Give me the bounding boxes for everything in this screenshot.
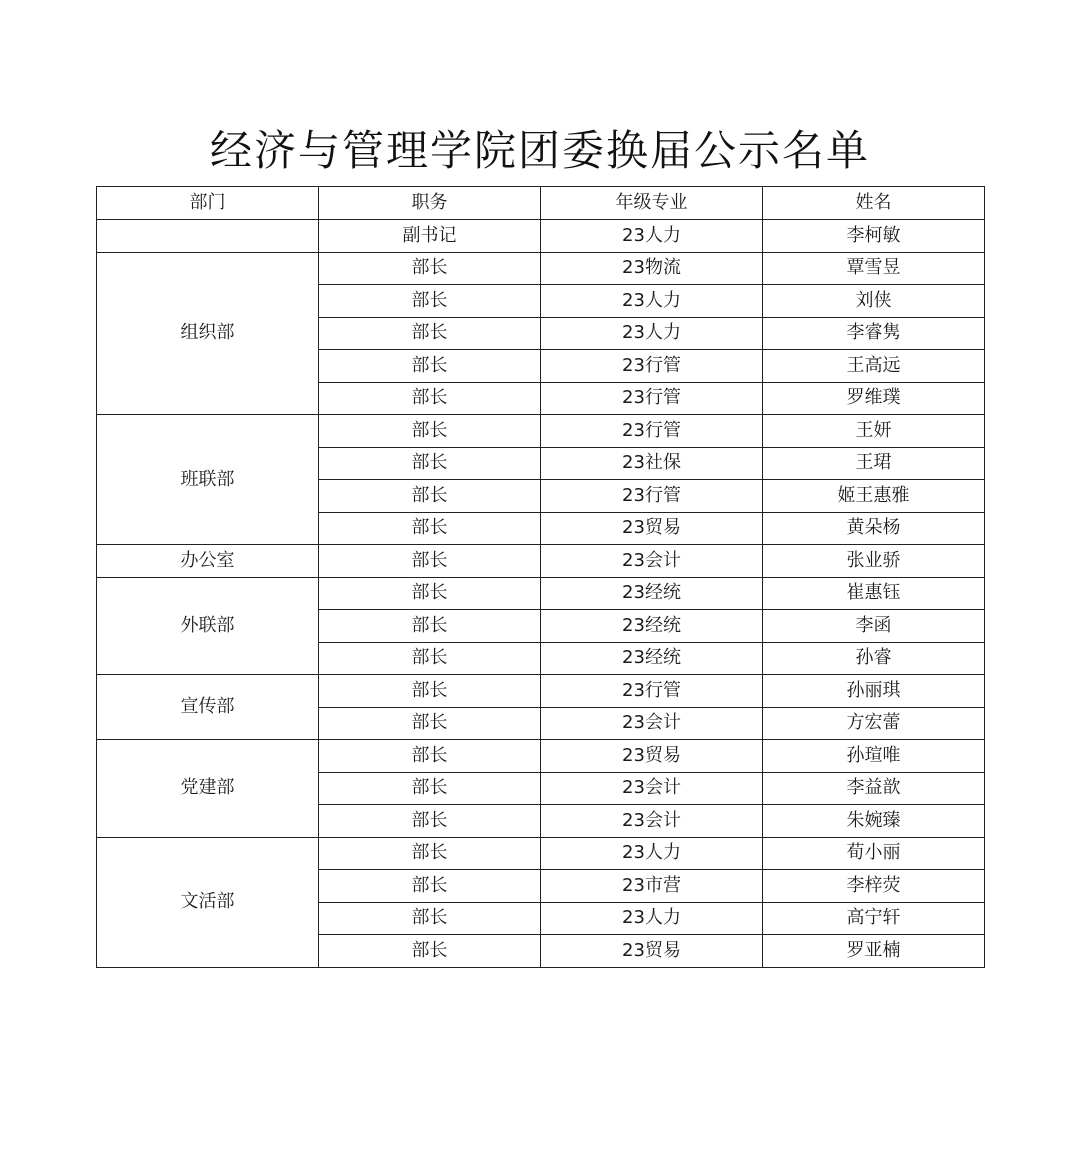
role-cell: 部长: [319, 285, 541, 318]
role-cell: 部长: [319, 675, 541, 708]
role-cell: 部长: [319, 870, 541, 903]
role-cell: 部长: [319, 935, 541, 968]
major-cell: 23人力: [541, 837, 763, 870]
header-row: [97, 187, 985, 220]
major-cell: 23贸易: [541, 740, 763, 773]
major-cell: 23物流: [541, 252, 763, 285]
major-cell: 23行管: [541, 415, 763, 448]
role-cell: 部长: [319, 382, 541, 415]
major-cell: 23人力: [541, 285, 763, 318]
dept-cell: [97, 220, 319, 253]
major-cell: 23会计: [541, 707, 763, 740]
major-cell: 23社保: [541, 447, 763, 480]
name-cell: 王妍: [763, 415, 985, 448]
name-cell: 崔惠钰: [763, 577, 985, 610]
dept-cell: 外联部: [97, 577, 319, 675]
table-row: [97, 252, 985, 285]
table-row: [97, 837, 985, 870]
role-cell: 部长: [319, 317, 541, 350]
dept-cell: 党建部: [97, 740, 319, 838]
dept-cell: 文活部: [97, 837, 319, 967]
major-cell: 23经统: [541, 642, 763, 675]
name-cell: 覃雪昱: [763, 252, 985, 285]
role-cell: 部长: [319, 902, 541, 935]
major-cell: 23会计: [541, 772, 763, 805]
roster-table: [96, 186, 985, 968]
table-row: [97, 740, 985, 773]
name-cell: 刘侠: [763, 285, 985, 318]
dept-cell: 宣传部: [97, 675, 319, 740]
name-cell: 李益歆: [763, 772, 985, 805]
role-cell: 部长: [319, 707, 541, 740]
major-cell: 23市营: [541, 870, 763, 903]
name-cell: 李梓荧: [763, 870, 985, 903]
table-row: [97, 220, 985, 253]
major-cell: 23人力: [541, 317, 763, 350]
role-cell: 部长: [319, 350, 541, 383]
header-dept: 部门: [97, 187, 319, 220]
table-body: [97, 220, 985, 968]
major-cell: 23会计: [541, 545, 763, 578]
name-cell: 李柯敏: [763, 220, 985, 253]
major-cell: 23经统: [541, 610, 763, 643]
major-cell: 23行管: [541, 350, 763, 383]
name-cell: 王珺: [763, 447, 985, 480]
dept-cell: 办公室: [97, 545, 319, 578]
role-cell: 部长: [319, 805, 541, 838]
table-row: [97, 675, 985, 708]
table-row: [97, 545, 985, 578]
name-cell: 罗亚楠: [763, 935, 985, 968]
name-cell: 方宏蕾: [763, 707, 985, 740]
name-cell: 高宁轩: [763, 902, 985, 935]
name-cell: 李睿隽: [763, 317, 985, 350]
name-cell: 朱婉臻: [763, 805, 985, 838]
role-cell: 部长: [319, 545, 541, 578]
role-cell: 部长: [319, 415, 541, 448]
header-major: 年级专业: [541, 187, 763, 220]
name-cell: 张业骄: [763, 545, 985, 578]
table-row: [97, 415, 985, 448]
dept-cell: 班联部: [97, 415, 319, 545]
role-cell: 部长: [319, 740, 541, 773]
role-cell: 部长: [319, 837, 541, 870]
major-cell: 23行管: [541, 675, 763, 708]
header-role: 职务: [319, 187, 541, 220]
page-title: 经济与管理学院团委换届公示名单: [209, 126, 870, 175]
name-cell: 李函: [763, 610, 985, 643]
role-cell: 部长: [319, 577, 541, 610]
table-header: [97, 187, 985, 220]
role-cell: 部长: [319, 772, 541, 805]
major-cell: 23人力: [541, 220, 763, 253]
major-cell: 23贸易: [541, 512, 763, 545]
major-cell: 23经统: [541, 577, 763, 610]
major-cell: 23贸易: [541, 935, 763, 968]
major-cell: 23会计: [541, 805, 763, 838]
name-cell: 黄朵杨: [763, 512, 985, 545]
name-cell: 姬王惠雅: [763, 480, 985, 513]
role-cell: 部长: [319, 480, 541, 513]
role-cell: 部长: [319, 512, 541, 545]
role-cell: 部长: [319, 642, 541, 675]
dept-cell: 组织部: [97, 252, 319, 415]
role-cell: 部长: [319, 447, 541, 480]
table-row: [97, 577, 985, 610]
role-cell: 副书记: [319, 220, 541, 253]
name-cell: 罗维璞: [763, 382, 985, 415]
role-cell: 部长: [319, 252, 541, 285]
name-cell: 孙睿: [763, 642, 985, 675]
name-cell: 孙丽琪: [763, 675, 985, 708]
header-name: 姓名: [763, 187, 985, 220]
major-cell: 23人力: [541, 902, 763, 935]
major-cell: 23行管: [541, 382, 763, 415]
role-cell: 部长: [319, 610, 541, 643]
major-cell: 23行管: [541, 480, 763, 513]
name-cell: 荀小丽: [763, 837, 985, 870]
name-cell: 王高远: [763, 350, 985, 383]
name-cell: 孙瑄唯: [763, 740, 985, 773]
